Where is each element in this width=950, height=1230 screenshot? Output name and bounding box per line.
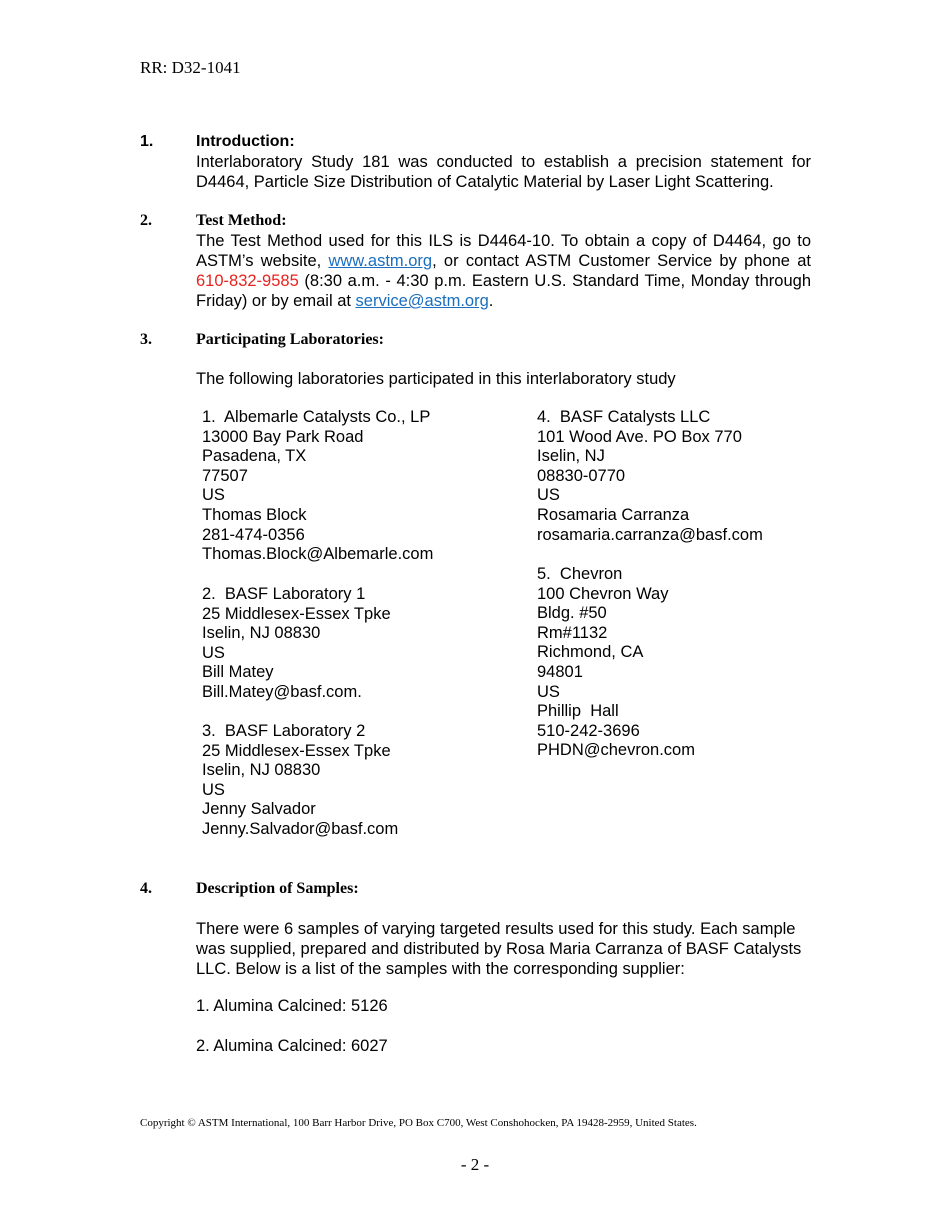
lab-line: 94801	[537, 662, 583, 681]
lab-line: 08830-0770	[537, 466, 626, 485]
lab-line: Rosamaria Carranza	[537, 505, 690, 524]
lab-entry	[537, 565, 695, 761]
lab-line: US	[202, 486, 225, 505]
lab-line: 5. Chevron	[537, 565, 623, 583]
lab-entry	[202, 722, 398, 840]
method-text-b: , or contact ASTM Customer Service by phone at	[432, 252, 811, 270]
lab-line: Thomas.Block@Albemarle.com	[202, 545, 434, 564]
labs-intro: The following laboratories participated in this interlaboratory study	[196, 370, 676, 388]
lab-line: Rm#1132	[537, 623, 608, 642]
copyright-footer: Copyright © ASTM International, 100 Barr Harbor Drive, PO Box C700, West Conshohocken, PA 19428-2959, United States.	[140, 1117, 697, 1129]
lab-line: US	[537, 682, 560, 701]
lab-line: 3. BASF Laboratory 2	[202, 722, 366, 740]
lab-line: 510-242-3696	[537, 721, 640, 740]
lab-line: Richmond, CA	[537, 643, 644, 662]
lab-line: Bill.Matey@basf.com.	[202, 682, 362, 701]
lab-entry	[202, 408, 433, 565]
astm-website-link[interactable]: www.astm.org	[328, 252, 433, 270]
section-3-number: 3.	[140, 331, 152, 348]
sample-item: 1. Alumina Calcined: 5126	[196, 997, 388, 1015]
lab-line: 4. BASF Catalysts LLC	[537, 408, 711, 426]
lab-line: 2. BASF Laboratory 1	[202, 585, 366, 603]
lab-line: Jenny.Salvador@basf.com	[202, 819, 399, 838]
lab-line: Bldg. #50	[537, 604, 607, 623]
lab-line: 101 Wood Ave. PO Box 770	[537, 427, 742, 446]
section-4-title: Description of Samples:	[196, 880, 359, 897]
section-2-number: 2.	[140, 212, 152, 229]
lab-line: 25 Middlesex-Essex Tpke	[202, 741, 391, 760]
lab-line: 77507	[202, 466, 248, 485]
lab-line: Phillip Hall	[537, 702, 619, 721]
samples-text: There were 6 samples of varying targeted results used for this study. Each sample was supplied, prepared and distributed by Rosa Maria Carranza of BASF Catalysts LLC. Below is a list of the samples with the corresponding supplier:	[196, 920, 802, 978]
lab-line: Iselin, NJ 08830	[202, 761, 321, 780]
lab-line: US	[202, 643, 225, 662]
lab-line: 100 Chevron Way	[537, 584, 669, 603]
lab-line: Iselin, NJ 08830	[202, 624, 321, 643]
method-text-c: (8:30 a.m. - 4:30 p.m. Eastern U.S. Standard Time, Monday through Friday) or by email at	[196, 272, 811, 310]
lab-entry	[202, 585, 391, 703]
page-number: - 2 -	[460, 1155, 490, 1174]
section-3-title: Participating Laboratories:	[196, 331, 384, 348]
lab-line: 281-474-0356	[202, 525, 305, 544]
lab-line: rosamaria.carranza@basf.com	[537, 525, 763, 544]
lab-line: Iselin, NJ	[537, 447, 605, 466]
method-text-d: .	[488, 292, 494, 310]
report-header: RR: D32-1041	[140, 58, 241, 77]
customer-service-phone: 610-832-9585	[196, 272, 299, 290]
section-1-title: Introduction:	[196, 133, 295, 150]
lab-line: Pasadena, TX	[202, 447, 307, 466]
lab-line: Jenny Salvador	[202, 800, 316, 819]
lab-line: US	[202, 780, 225, 799]
lab-line: 1. Albemarle Catalysts Co., LP	[202, 408, 431, 426]
lab-line: 25 Middlesex-Essex Tpke	[202, 604, 391, 623]
lab-line: 13000 Bay Park Road	[202, 427, 364, 446]
section-1-text: Interlaboratory Study 181 was conducted to establish a precision statement for D4464, Particle Size Distribution of Catalytic Material by Laser Light Scattering.	[196, 153, 811, 191]
lab-line: US	[537, 486, 560, 505]
lab-entry	[537, 408, 763, 545]
section-1-number: 1.	[140, 133, 154, 150]
section-2-title: Test Method:	[196, 212, 287, 229]
section-2-text	[196, 231, 811, 311]
lab-line: Bill Matey	[202, 663, 274, 682]
section-4-number: 4.	[140, 880, 152, 897]
lab-line: PHDN@chevron.com	[537, 741, 695, 760]
lab-line: Thomas Block	[202, 505, 307, 524]
sample-item: 2. Alumina Calcined: 6027	[196, 1037, 388, 1055]
method-text-a: The Test Method used for this ILS is D4464-10. To obtain a copy of D4464, go to ASTM’s website,	[196, 232, 811, 270]
service-email-link[interactable]: service@astm.org	[355, 292, 489, 310]
